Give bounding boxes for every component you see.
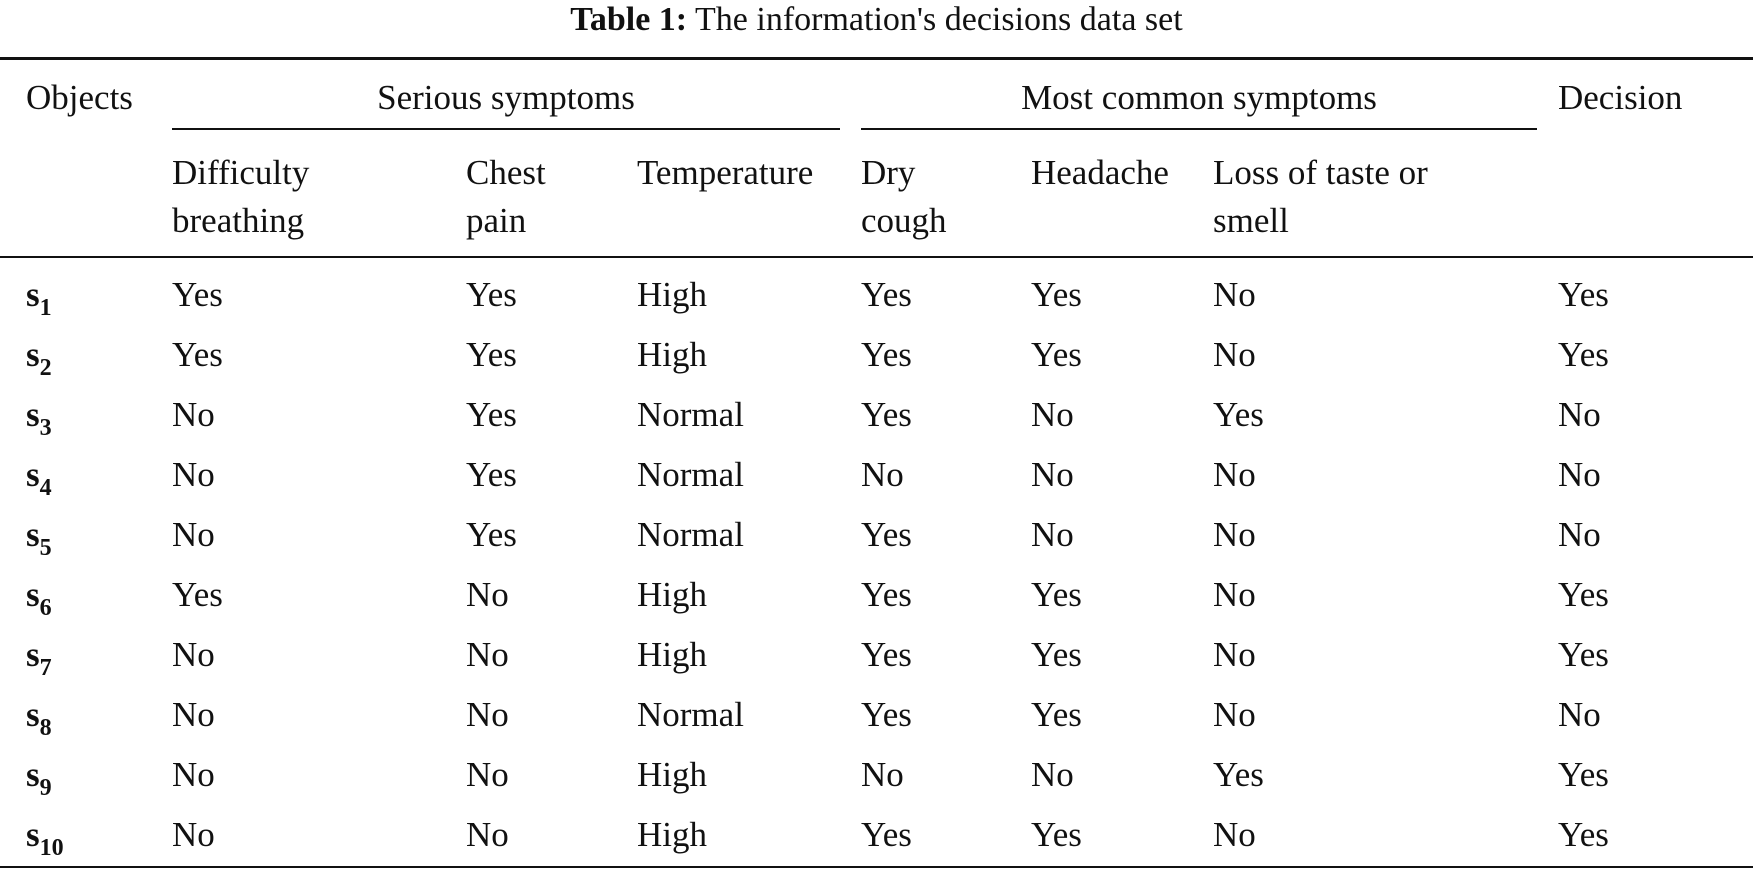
common-group-rule [861, 128, 1537, 130]
object-index: 7 [39, 655, 52, 681]
table-cell: No [172, 635, 215, 674]
table-cell: High [637, 575, 707, 614]
table-cell: No [861, 755, 904, 794]
object-symbol: s [26, 755, 40, 794]
table-cell: Yes [861, 395, 912, 434]
table-cell: Yes [1031, 815, 1082, 854]
object-index: 6 [39, 595, 52, 621]
table-cell: No [172, 395, 215, 434]
table-cell: No [172, 815, 215, 854]
table-cell: No [172, 515, 215, 554]
table-cell: Yes [466, 275, 517, 314]
table-cell: No [1213, 815, 1256, 854]
header-objects: Objects [26, 78, 133, 117]
table-cell: No [172, 755, 215, 794]
table-cell: Yes [1558, 635, 1609, 674]
object-index: 1 [39, 295, 52, 321]
object-label [26, 812, 64, 871]
object-label [26, 512, 52, 571]
header-most-common-symptoms: Most common symptoms [1021, 78, 1377, 117]
caption-text: The information's decisions data set [695, 1, 1183, 38]
object-label [26, 752, 52, 811]
header-decision: Decision [1558, 78, 1683, 117]
object-index: 5 [39, 535, 52, 561]
table-cell: No [172, 695, 215, 734]
table-cell: No [172, 455, 215, 494]
serious-group-rule [172, 128, 840, 130]
object-label [26, 272, 52, 331]
table-cell: No [861, 455, 904, 494]
table-cell: No [466, 575, 509, 614]
column-header: Loss of taste or [1213, 153, 1428, 192]
table-cell: Yes [861, 515, 912, 554]
table-cell: No [1213, 635, 1256, 674]
table-cell: Normal [637, 455, 744, 494]
object-symbol: s [26, 635, 40, 674]
table-cell: No [1213, 275, 1256, 314]
header-bottom-rule [0, 256, 1753, 258]
table-cell: Normal [637, 515, 744, 554]
object-symbol: s [26, 515, 40, 554]
table-cell: Yes [172, 275, 223, 314]
column-header: pain [466, 201, 527, 240]
column-header: Temperature [637, 153, 814, 192]
table-cell: Yes [1558, 335, 1609, 374]
table-cell: No [466, 755, 509, 794]
object-symbol: s [26, 335, 40, 374]
table-cell: Yes [1558, 755, 1609, 794]
table-cell: No [1031, 515, 1074, 554]
table-cell: High [637, 275, 707, 314]
object-index: 9 [39, 775, 52, 801]
table-cell: Yes [1031, 635, 1082, 674]
column-header: Difficulty [172, 153, 310, 192]
header-serious-symptoms: Serious symptoms [377, 78, 635, 117]
object-label [26, 572, 52, 631]
object-symbol: s [26, 815, 40, 854]
object-index: 4 [39, 475, 52, 501]
object-symbol: s [26, 575, 40, 614]
table-cell: Yes [861, 815, 912, 854]
table-cell: Yes [861, 635, 912, 674]
column-header: Headache [1031, 153, 1169, 192]
object-label [26, 632, 52, 691]
table-cell: No [1558, 395, 1601, 434]
column-header: breathing [172, 201, 305, 240]
table-cell: Yes [466, 335, 517, 374]
table-cell: Yes [1558, 275, 1609, 314]
table-cell: No [1031, 395, 1074, 434]
table-cell: Yes [861, 275, 912, 314]
table-cell: Yes [466, 515, 517, 554]
table-cell: Yes [861, 695, 912, 734]
column-header: Dry [861, 153, 916, 192]
table-cell: No [1213, 695, 1256, 734]
object-symbol: s [26, 695, 40, 734]
table-cell: No [1558, 515, 1601, 554]
table-cell: High [637, 755, 707, 794]
top-rule [0, 57, 1753, 60]
table-cell: Yes [466, 455, 517, 494]
table-cell: No [1031, 455, 1074, 494]
table-cell: High [637, 335, 707, 374]
object-index: 10 [39, 835, 64, 861]
table-cell: No [466, 695, 509, 734]
table-cell: No [1213, 575, 1256, 614]
table-cell: Yes [1031, 275, 1082, 314]
table-cell: High [637, 635, 707, 674]
object-label [26, 692, 52, 751]
column-header: Chest [466, 153, 546, 192]
table-cell: No [1213, 455, 1256, 494]
object-index: 8 [39, 715, 52, 741]
caption-label: Table 1: [570, 1, 688, 38]
object-symbol: s [26, 455, 40, 494]
column-header: smell [1213, 201, 1289, 240]
table-cell: Normal [637, 695, 744, 734]
table-cell: Normal [637, 395, 744, 434]
table-cell: Yes [1213, 755, 1264, 794]
table-cell: No [466, 635, 509, 674]
bottom-rule [0, 866, 1753, 868]
table-cell: No [1213, 515, 1256, 554]
table-cell: Yes [861, 575, 912, 614]
table-caption [0, 0, 1753, 44]
table-cell: Yes [1213, 395, 1264, 434]
table-cell: Yes [1031, 575, 1082, 614]
object-symbol: s [26, 275, 40, 314]
object-label [26, 392, 52, 451]
object-index: 2 [39, 355, 52, 381]
table-cell: High [637, 815, 707, 854]
column-header: cough [861, 201, 947, 240]
object-symbol: s [26, 395, 40, 434]
object-label [26, 452, 52, 511]
table-cell: No [1558, 455, 1601, 494]
table-cell: Yes [1558, 575, 1609, 614]
table-cell: Yes [172, 335, 223, 374]
table-cell: No [1558, 695, 1601, 734]
table-cell: Yes [1558, 815, 1609, 854]
table-cell: Yes [1031, 335, 1082, 374]
table-cell: No [1213, 335, 1256, 374]
table-cell: Yes [172, 575, 223, 614]
table-cell: No [1031, 755, 1074, 794]
table-cell: Yes [1031, 695, 1082, 734]
object-label [26, 332, 52, 391]
table-cell: Yes [466, 395, 517, 434]
table-cell: Yes [861, 335, 912, 374]
table-cell: No [466, 815, 509, 854]
object-index: 3 [39, 415, 52, 441]
